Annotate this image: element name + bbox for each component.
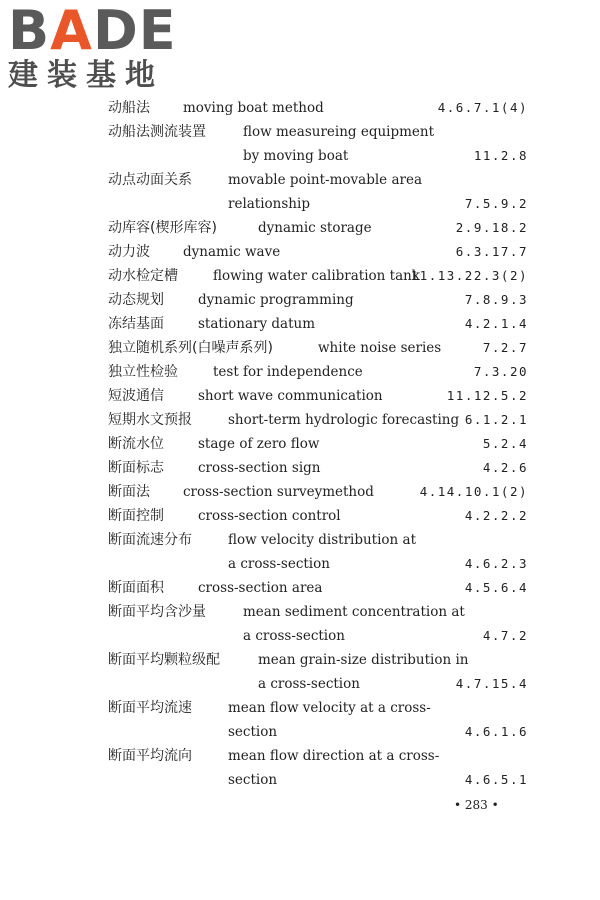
entry-term: 断面平均颗粒级配 xyxy=(108,652,220,668)
entry-term: 断面法 xyxy=(108,484,150,500)
entry-section-ref: 4.14.10.1(2) xyxy=(419,484,528,499)
entry-section-ref: 4.6.2.3 xyxy=(464,556,528,571)
logo-subtitle: 建装基地 xyxy=(8,58,164,93)
entry-term: 断面平均流速 xyxy=(108,700,192,716)
entry-english: mean flow velocity at a cross- xyxy=(228,700,431,716)
entry-term: 动船法 xyxy=(108,100,150,116)
entry-english: test for independence xyxy=(213,364,363,380)
entry-term: 断流水位 xyxy=(108,436,164,452)
entry-english: cross-section sign xyxy=(198,460,321,476)
entry-section-ref: 7.2.7 xyxy=(482,340,528,355)
entry-english: stationary datum xyxy=(198,316,315,332)
entry-term: 短波通信 xyxy=(108,388,164,404)
page-number: • 283 • xyxy=(454,798,499,812)
entry-term: 动点动面关系 xyxy=(108,172,192,188)
entry-english: dynamic programming xyxy=(198,292,354,308)
entry-section-ref: 11.12.5.2 xyxy=(446,388,528,403)
entry-english: flow measureing equipment xyxy=(243,124,435,140)
entry-english: mean grain-size distribution in xyxy=(258,652,469,668)
entry-english: flowing water calibration tank xyxy=(213,268,420,284)
logo-brand: BADE xyxy=(8,0,177,62)
entry-section-ref: 7.5.9.2 xyxy=(464,196,528,211)
entry-term: 断面控制 xyxy=(108,508,164,524)
entry-english: mean sediment concentration at xyxy=(243,604,465,620)
entry-section-ref: 7.3.20 xyxy=(473,364,528,379)
entry-term: 短期水文预报 xyxy=(108,412,192,428)
entry-term: 断面面积 xyxy=(108,580,164,596)
entry-term: 动水检定槽 xyxy=(108,268,178,284)
entry-english: white noise series xyxy=(318,340,442,356)
entry-section-ref: 5.2.4 xyxy=(482,436,528,451)
entry-english: cross-section control xyxy=(198,508,341,524)
entry-english: stage of zero flow xyxy=(198,436,320,452)
entry-section-ref: 4.2.6 xyxy=(482,460,528,475)
entry-english: mean flow direction at a cross- xyxy=(228,748,440,764)
entry-section-ref: 4.6.1.6 xyxy=(464,724,528,739)
entry-section-ref: 4.6.5.1 xyxy=(464,772,528,787)
entry-english-continued: by moving boat xyxy=(243,148,349,164)
entry-section-ref: 4.2.1.4 xyxy=(464,316,528,331)
entry-section-ref: 4.7.15.4 xyxy=(455,676,528,691)
entry-english: cross-section area xyxy=(198,580,323,596)
entry-section-ref: 6.1.2.1 xyxy=(464,412,528,427)
entry-english: short wave communication xyxy=(198,388,383,404)
entry-section-ref: 6.3.17.7 xyxy=(455,244,528,259)
entry-term: 冻结基面 xyxy=(108,316,164,332)
entry-term: 断面平均含沙量 xyxy=(108,604,206,620)
entry-english-continued: relationship xyxy=(228,196,310,212)
entry-term: 断面平均流向 xyxy=(108,748,192,764)
entry-section-ref: 4.2.2.2 xyxy=(464,508,528,523)
entry-section-ref: 11.13.22.3(2) xyxy=(410,268,528,283)
entry-term: 独立性检验 xyxy=(108,364,178,380)
entry-english: cross-section surveymethod xyxy=(183,484,374,500)
entry-english-continued: section xyxy=(228,724,278,740)
bade-logo xyxy=(8,0,177,93)
entry-english: flow velocity distribution at xyxy=(228,532,417,548)
entry-section-ref: 4.7.2 xyxy=(482,628,528,643)
entry-section-ref: 7.8.9.3 xyxy=(464,292,528,307)
entry-section-ref: 4.6.7.1(4) xyxy=(437,100,528,115)
entry-english: dynamic wave xyxy=(183,244,281,260)
entry-section-ref: 4.5.6.4 xyxy=(464,580,528,595)
entry-english: moving boat method xyxy=(183,100,324,116)
entry-term: 动态规划 xyxy=(108,292,164,308)
entry-term: 动船法测流装置 xyxy=(108,124,206,140)
entry-section-ref: 2.9.18.2 xyxy=(455,220,528,235)
entry-english-continued: a cross-section xyxy=(243,628,345,644)
entry-english-continued: a cross-section xyxy=(258,676,360,692)
entry-term: 断面标志 xyxy=(108,460,164,476)
entry-english-continued: a cross-section xyxy=(228,556,330,572)
entry-term: 动库容(楔形库容) xyxy=(108,220,217,236)
entry-english: short-term hydrologic forecasting xyxy=(228,412,460,428)
entry-term: 动力波 xyxy=(108,244,150,260)
entry-english: movable point-movable area xyxy=(228,172,422,188)
entry-english: dynamic storage xyxy=(258,220,372,236)
entry-section-ref: 11.2.8 xyxy=(473,148,528,163)
entry-term: 断面流速分布 xyxy=(108,532,192,548)
entry-english-continued: section xyxy=(228,772,278,788)
entry-term: 独立随机系列(白噪声系列) xyxy=(108,340,273,356)
